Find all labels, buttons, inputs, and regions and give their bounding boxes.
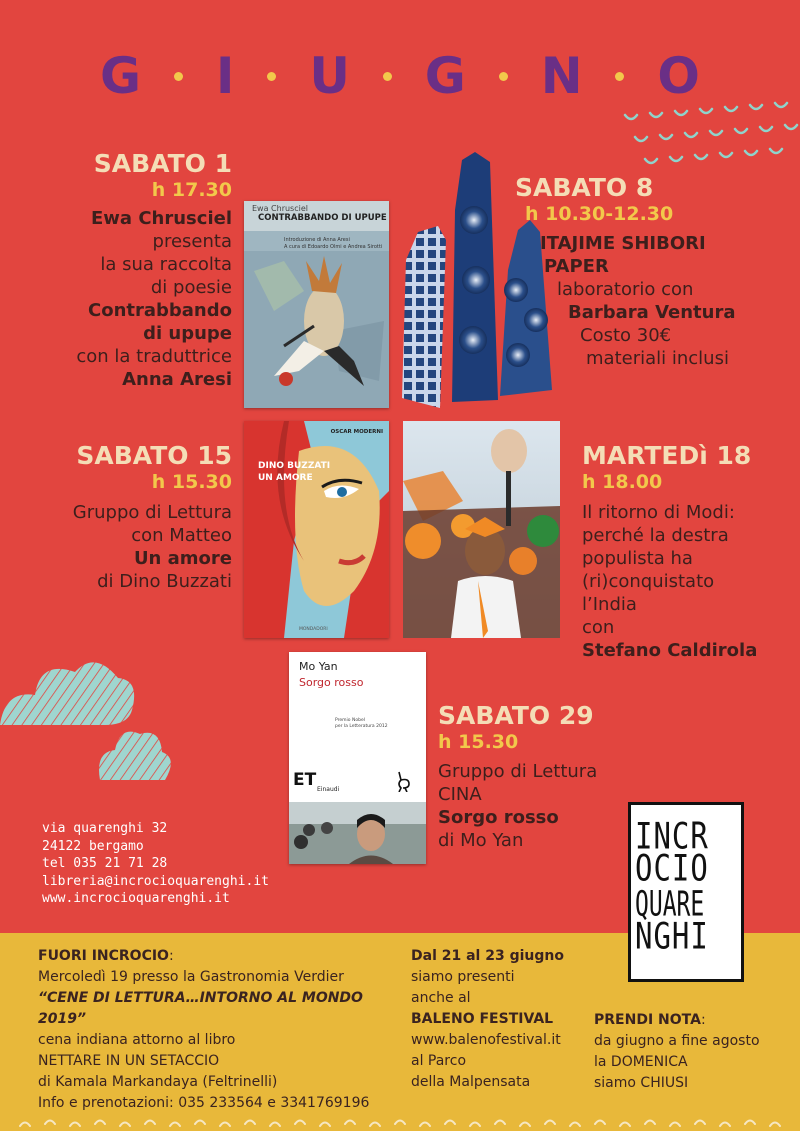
hoopoe-illustration-icon [244, 251, 389, 408]
event-day: SABATO 15 [76, 441, 232, 470]
event-time: h 17.30 [151, 179, 232, 201]
fuori-incrocio-section [38, 946, 408, 1114]
event-line: Il ritorno di Modi: [582, 502, 735, 523]
event-details [582, 501, 797, 662]
scallop-pattern-icon [605, 75, 800, 185]
info-line: siamo presenti [411, 969, 515, 985]
scallop-border-icon [0, 1112, 800, 1131]
email-link[interactable]: libreria@incrocioquarenghi.it [42, 873, 269, 889]
website-link[interactable]: www.incrocioquarenghi.it [42, 891, 230, 906]
event-line: presenta [152, 231, 232, 252]
section-title-colon: : [168, 948, 174, 964]
logo-line: NGHI [635, 914, 709, 958]
book-series: ET [293, 770, 317, 790]
month-letter: O [657, 47, 700, 105]
event-line: Barbara Ventura [568, 302, 736, 323]
event-line: di upupe [143, 323, 232, 344]
cover-photo-icon [289, 802, 426, 864]
month-letter: G [424, 47, 466, 105]
cloud-icon [0, 630, 180, 790]
incrocio-quarenghi-logo [628, 802, 744, 982]
event-day: SABATO 8 [515, 173, 654, 202]
event-line: ITAJIME SHIBORI [540, 233, 706, 254]
book-author: DINO BUZZATI [258, 461, 331, 471]
event-line: Costo 30€ [580, 325, 672, 346]
event-line: di Mo Yan [438, 830, 524, 851]
dot-separator [174, 72, 183, 81]
event-line: l’India [582, 594, 637, 615]
event-line: Stefano Caldirola [582, 640, 758, 661]
event-time: h 10.30-12.30 [525, 203, 674, 225]
prendi-nota-section [594, 1010, 794, 1094]
info-line: di Kamala Markandaya (Feltrinelli) [38, 1074, 278, 1090]
logo-line: INCR [635, 814, 709, 858]
book-publisher: Einaudi [317, 786, 340, 793]
event-line: Gruppo di Lettura [438, 761, 598, 782]
ostrich-logo-icon [393, 770, 413, 792]
info-line: NETTARE IN UN SETACCIO [38, 1053, 220, 1069]
book-title: CONTRABBANDO DI UPUPE [258, 213, 387, 223]
logo-line: OCIO [635, 846, 709, 890]
book-author: Ewa Chrusciel [252, 204, 308, 213]
book-series: OSCAR MODERNI [330, 429, 383, 435]
book-title: Sorgo rosso [299, 676, 364, 689]
event-line: con [582, 617, 615, 638]
baleno-festival-section [411, 946, 591, 1093]
book-cover-upupe [244, 201, 389, 408]
event-line: di poesie [150, 277, 232, 298]
event-line: con Matteo [131, 525, 232, 546]
event-day: MARTEDì 18 [582, 441, 752, 470]
event-time: h 18.00 [582, 471, 663, 493]
contact-address [42, 820, 269, 908]
event-line: (ri)conquistato [582, 571, 715, 592]
event-line: Ewa Chrusciel [91, 208, 232, 229]
info-line: anche al [411, 990, 471, 1006]
section-title: PRENDI NOTA [594, 1012, 701, 1028]
woman-illustration-icon [244, 421, 389, 638]
event-details [20, 501, 232, 593]
event-line: di Dino Buzzati [97, 571, 232, 592]
event-line: la sua raccolta [100, 254, 232, 275]
info-line: BALENO FESTIVAL [411, 1011, 554, 1027]
event-martedi-18 [582, 442, 797, 494]
book-prize: per la Letteratura 2012 [335, 724, 388, 729]
dot-separator [383, 72, 392, 81]
event-day: SABATO 1 [93, 149, 232, 178]
event-line: perché la destra [582, 525, 729, 546]
event-time: h 15.30 [438, 731, 519, 753]
event-line: Contrabbando [88, 300, 232, 321]
dot-separator [267, 72, 276, 81]
info-line: da giugno a fine agosto [594, 1033, 760, 1049]
info-line: al Parco [411, 1053, 467, 1069]
dot-separator [499, 72, 508, 81]
info-line: “CENE DI LETTURA…INTORNO AL MONDO 2019” [38, 990, 363, 1027]
website-link[interactable]: www.balenofestival.it [411, 1032, 561, 1048]
book-cover-sorgo-rosso [289, 652, 426, 864]
address-line: 24122 bergamo [42, 838, 144, 854]
book-publisher: MONDADORI [299, 627, 328, 632]
info-line: cena indiana attorno al libro [38, 1032, 236, 1048]
month-letter: G [100, 47, 142, 105]
event-line: laboratorio con [557, 279, 694, 300]
event-line: populista ha [582, 548, 693, 569]
event-line: Anna Aresi [122, 369, 232, 390]
modi-rally-photo [403, 421, 560, 638]
phone-number: tel 035 21 71 28 [42, 856, 168, 871]
event-line: PAPER [544, 256, 609, 277]
book-credits: A cura di Edoardo Olmi e Andrea Sirotti [284, 244, 383, 250]
book-author: Mo Yan [299, 660, 338, 673]
event-day: SABATO 29 [438, 701, 594, 730]
info-line: la DOMENICA [594, 1054, 688, 1070]
event-sabato-8 [515, 174, 795, 226]
info-line: siamo CHIUSI [594, 1075, 689, 1091]
section-title-colon: : [700, 1012, 706, 1028]
event-line: Sorgo rosso [438, 807, 559, 828]
month-letter: N [540, 47, 583, 105]
event-sabato-29 [438, 702, 738, 754]
address-line: via quarenghi 32 [42, 821, 168, 836]
event-details [20, 207, 232, 391]
info-line: della Malpensata [411, 1074, 531, 1090]
book-prize: Premio Nobel [335, 718, 365, 723]
month-letter: U [309, 47, 350, 105]
event-line: materiali inclusi [586, 348, 729, 369]
event-details [540, 232, 795, 370]
logo-line: QUARE [635, 885, 705, 925]
event-sabato-1 [20, 150, 232, 202]
event-line: CINA [438, 784, 482, 805]
event-time: h 15.30 [151, 471, 232, 493]
info-line: Info e prenotazioni: 035 233564 e 3341769196 [38, 1095, 370, 1111]
event-line: Gruppo di Lettura [72, 502, 232, 523]
book-title: UN AMORE [258, 473, 313, 483]
book-cover-un-amore [244, 421, 389, 638]
event-sabato-15 [20, 442, 232, 494]
event-line: con la traduttrice [76, 346, 232, 367]
section-title: FUORI INCROCIO [38, 948, 169, 964]
month-letter: I [215, 47, 235, 105]
book-credits: Introduzione di Anna Aresi [284, 237, 350, 243]
info-line: Dal 21 al 23 giugno [411, 948, 564, 964]
event-line: Un amore [133, 548, 232, 569]
info-line: Mercoledì 19 presso la Gastronomia Verdier [38, 969, 344, 985]
